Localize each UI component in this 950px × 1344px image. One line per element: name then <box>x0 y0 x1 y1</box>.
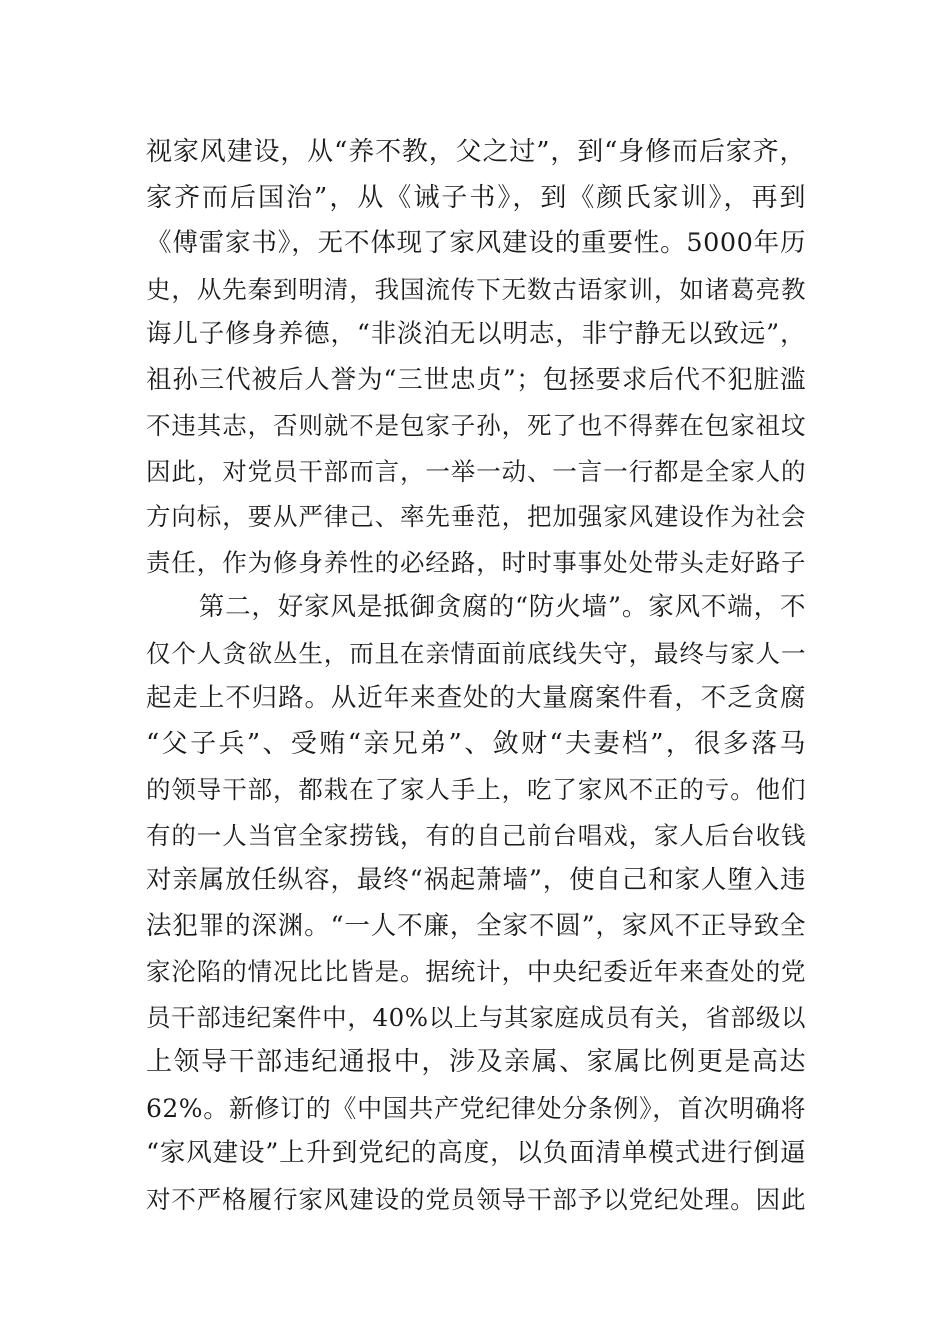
text-line: 法犯罪的深渊。“一人不廉，全家不圆”，家风不正导致全 <box>146 910 806 941</box>
body-text <box>146 130 806 1222</box>
text-line: 62%。新修订的《中国共产党纪律处分条例》，首次明确将 <box>146 1093 806 1123</box>
text-line: 有的一人当官全家捞钱，有的自己前台唱戏，家人后台收钱 <box>146 820 806 850</box>
text-line: “家风建设”上升到党纪的高度，以负面清单模式进行倒逼 <box>146 1138 806 1168</box>
text-line: 起走上不归路。从近年来查处的大量腐案件看，不乏贪腐 <box>146 683 806 713</box>
text-line: “父子兵”、受贿“亲兄弟”、敛财“夫妻档”，很多落马 <box>146 728 806 759</box>
text-line: 方向标，要从严律己、率先垂范，把加强家风建设作为社会 <box>146 502 806 531</box>
text-line: 家沦陷的情况比比皆是。据统计，中央纪委近年来查处的党 <box>146 957 806 986</box>
text-line: 上领导干部违纪通报中，涉及亲属、家属比例更是高达 <box>146 1047 806 1077</box>
paragraph-start-line: 第二，好家风是抵御贪腐的“防火墙”。家风不端，不 <box>146 592 806 622</box>
text-line: 仅个人贪欲丛生，而且在亲情面前底线失守，最终与家人一 <box>146 638 806 668</box>
text-line: 家齐而后国治”，从《诫子书》，到《颜氏家训》，再到 <box>146 182 806 213</box>
text-line: 史，从先秦到明清，我国流传下无数古语家训，如诸葛亮教 <box>146 274 806 304</box>
text-line: 对亲属放任纵容，最终“祸起萧墙”，使自己和家人堕入违 <box>146 865 806 895</box>
text-line: 因此，对党员干部而言，一举一动、一言一行都是全家人的 <box>146 456 806 486</box>
text-line: 的领导干部，都栽在了家人手上，吃了家风不正的亏。他们 <box>146 775 806 804</box>
text-line: 员干部违纪案件中，40%以上与其家庭成员有关，省部级以 <box>146 1002 806 1032</box>
text-line: 不违其志，否则就不是包家子孙，死了也不得葬在包家祖坟 <box>146 411 806 440</box>
text-line: 诲儿子修身养德，“非淡泊无以明志，非宁静无以致远”， <box>146 319 806 349</box>
text-line: 对不严格履行家风建设的党员领导干部予以党纪处理。因此 <box>146 1184 806 1214</box>
text-line: 祖孙三代被后人誉为“三世忠贞”；包拯要求后代不犯脏滥 <box>146 364 806 395</box>
text-line: 视家风建设，从“养不教，父之过”，到“身修而后家齐， <box>146 137 806 167</box>
text-line: 《傅雷家书》，无不体现了家风建设的重要性。5000年历 <box>146 228 806 258</box>
text-line: 责任，作为修身养性的必经路，时时事事处处带头走好路子 <box>146 547 806 577</box>
